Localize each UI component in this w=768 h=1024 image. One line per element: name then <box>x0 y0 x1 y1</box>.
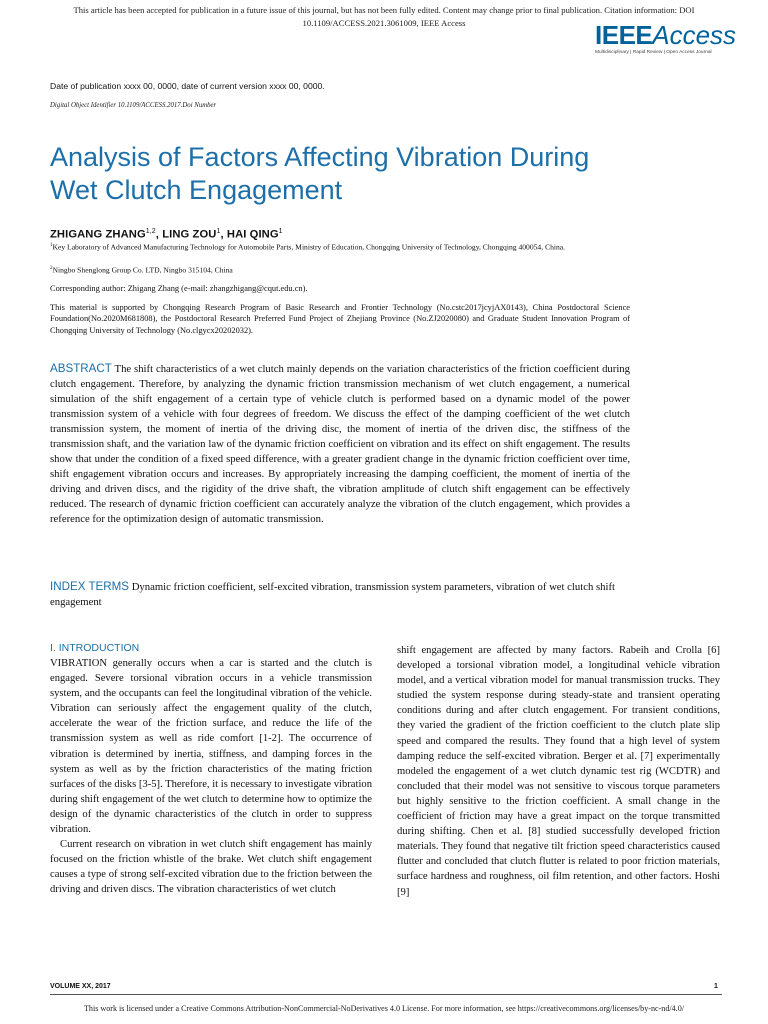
affiliation-1 <box>50 241 630 253</box>
author-separator: , <box>220 228 227 241</box>
logo-tagline: Multidisciplinary | Rapid Review | Open Access Journal <box>595 50 712 55</box>
index-terms-heading: INDEX TERMS <box>50 580 130 593</box>
author-name: HAI QING <box>226 228 279 241</box>
footer-divider <box>50 994 722 995</box>
title-line-2: Wet Clutch Engagement <box>50 175 343 205</box>
license-notice: This work is licensed under a Creative Commons Attribution-NonCommercial-NoDerivatives 4.0 License. For more information, see https://creativecommons.org/licenses/by-nc-nd/4.0/ <box>83 1004 684 1013</box>
doi-line: Digital Object Identifier 10.1109/ACCESS.2017.Doi Number <box>50 102 217 109</box>
affiliation-mark: 2 <box>50 266 53 271</box>
section-heading-introduction: I. INTRODUCTION <box>50 642 140 654</box>
author-affiliation-mark: 1,2 <box>145 228 156 235</box>
corresponding-author: Corresponding author: Zhigang Zhang (e-mail: zhangzhigang@cqut.edu.cn). <box>50 284 308 293</box>
author-separator: , <box>155 228 163 241</box>
intro-paragraph-3: shift engagement are affected by many factors. Rabeih and Crolla [6] developed a torsional vibration model, a longitudinal vehicle vibration model, and a vertical vibration model for manual transmission trucks. They studied the system response during steady-state and transient operating conditions during and after clutch engagement. For transient conditions, they varied the gradient of the friction coefficient to the clutch plate slip speed and compared the results. They found that a high level of system damping reduce the self-excited vibration. Berger et al. [7] experimentally modeled the engagement of a wet clutch dynamic test rig (WCDTR) and concluded that their model was not sensitive to viscous torque parameters but highly sensitive to the friction coefficient. A small change in the coefficient of friction may have a great impact on the torque transmitted during shifting. Chen et al. [8] studied successfully developed friction materials. They found that negative tilt friction speed characteristics caused flutter and concluded that clutch flutter is related to poor friction materials, surface hardness and roughness, oil film retention, and other factors. Hoshi [9] <box>397 645 720 898</box>
logo-ieee-text: IEEE <box>595 20 653 50</box>
page-number: 1 <box>714 983 718 990</box>
author-name: LING ZOU <box>162 228 217 241</box>
publication-notice-line1: This article has been accepted for publication in a future issue of this journal, but has not been fully edited. Content may change prior to final publication. Citation information: DOI <box>73 5 695 15</box>
volume-label: VOLUME XX, 2017 <box>50 983 111 990</box>
logo-access-text: Access <box>652 20 737 50</box>
publication-notice-line2: 10.1109/ACCESS.2021.3061009, IEEE Access <box>302 17 466 28</box>
affiliation-text: Ningbo Shenglong Group Co. LTD, Ningbo 315104, China <box>52 265 233 275</box>
paper-title <box>50 141 730 207</box>
affiliation-text: Key Laboratory of Advanced Manufacturing Technology for Automobile Parts, Ministry of Education, Chongqing University of Technology, Chongqing 400054, China. <box>52 242 566 252</box>
right-column <box>397 643 720 900</box>
abstract-text: The shift characteristics of a wet clutch mainly depends on the variation characteristics of the friction coefficient during clutch engagement. Therefore, by analyzing the dynamic friction transmission mechanism of wet clutch engagement, a numerical simulation of the shift engagement of a certain type of vehicle clutch is performed based on a dynamic model of the power transmission system of a vehicle with four degrees of freedom. We discuss the effect of the damping coefficient of the wet clutch transmission system, the moment of inertia of the driving disc, the moment of inertia of the driven disc, the stiffness of the transmission shaft, and the variation law of the dynamic friction coefficient on vibration and its effect on shift engagement. The results show that under the condition of a fixed speed difference, with a greater gradient change in the dynamic friction coefficient over time, shift engagement vibration occurs and increases. By appropriately increasing the damping coefficient, the moment of inertia of the driving and driven discs, and the rigidity of the drive shaft, the vibration amplitude of clutch shift engagement can be effectively reduced. The research of dynamic friction coefficient can accurately analyze the vibration of the clutch engagement, which provides a reference for the optimization design of automatic transmission. <box>50 363 630 526</box>
ieee-access-logo <box>595 20 737 62</box>
intro-paragraph-1: VIBRATION generally occurs when a car is started and the clutch is engaged. Severe torsional vibration occurs in a vehicle transmission system, and the occupants can feel the longitudinal vibration of the vehicle. Vibration can seriously affect the engagement quality of the clutch, accelerate the wear of the friction surface, and reduce the life of the transmission system as well as ride comfort [1-2]. The occurrence of vibration is determined by inertia, stiffness, and damping forces in the system as well as by the friction characteristics of the mating friction surfaces of the disks [3-5]. Therefore, it is necessary to investigate vibration during shift engagement of the wet clutch to determine how to optimize the design of the dynamic characteristics of the clutch in order to suppress vibration. <box>50 658 372 836</box>
index-terms-text: Dynamic friction coefficient, self-excited vibration, transmission system parameters, vibration of wet clutch shift engagement <box>50 581 615 608</box>
author-affiliation-mark: 1 <box>278 228 283 235</box>
logo-wordmark <box>595 20 736 50</box>
left-column <box>50 641 372 898</box>
author-list <box>50 228 283 241</box>
abstract <box>50 361 630 528</box>
author-name: ZHIGANG ZHANG <box>50 228 146 241</box>
intro-paragraph-2: Current research on vibration in wet clutch shift engagement has mainly focused on the friction whistle of the brake. Wet clutch shift engagement causes a type of strong self-excited vibration due to the friction between the driving and driven discs. The vibration characteristics of wet clutch <box>50 839 372 896</box>
affiliation-2 <box>50 264 630 276</box>
author-affiliation-mark: 1 <box>216 228 221 235</box>
abstract-heading: ABSTRACT <box>50 362 112 375</box>
title-line-1: Analysis of Factors Affecting Vibration During <box>50 142 590 172</box>
index-terms <box>50 579 630 610</box>
affiliation-mark: 1 <box>50 243 53 248</box>
funding-statement: This material is supported by Chongqing Research Program of Basic Research and Frontier Technology (No.cstc2017jcyjAX0143), China Postdoctoral Science Foundation(No.2020M681808), the Postdoctoral Research Preferred Fund Project of Zhejiang Province (No.ZJ2020080) and Graduate Student Innovation Program of Chongqing University of Technology (No.clgycx20202032). <box>50 303 630 335</box>
publication-date: Date of publication xxxx 00, 0000, date of current version xxxx 00, 0000. <box>50 81 325 91</box>
